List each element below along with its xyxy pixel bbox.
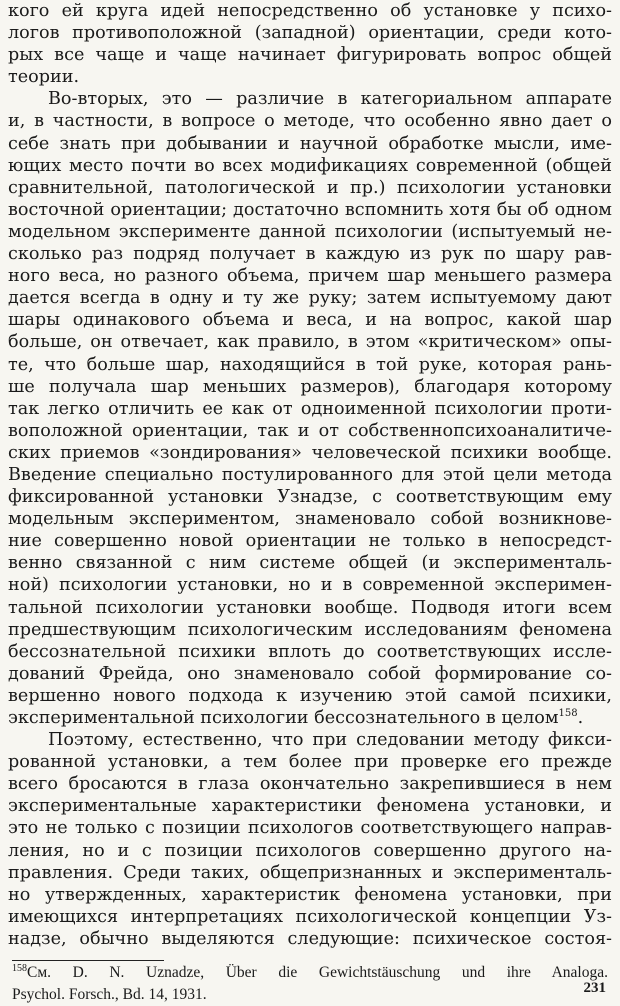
text-line-with-footnote-ref — [8, 707, 612, 729]
text-line: модельным экспериментом, знаменовало собой возникнове- — [8, 509, 612, 530]
text-line: теории. — [8, 67, 80, 88]
page-number: 231 — [583, 980, 606, 996]
text-line: модельном эксперименте данной психологии (испытуемый не- — [8, 221, 612, 242]
text-line: так легко отличить ее как от одноименной психологии проти- — [8, 398, 612, 419]
text-line: ления, но и с позиции психологов совершенно другого на- — [8, 840, 612, 861]
footnote-reference[interactable]: 158 — [558, 708, 578, 720]
text-line: бессознательной психики вплоть до соответствующих иссле- — [8, 641, 612, 662]
text-line: вершенно нового подхода к изучению этой самой психики, — [8, 685, 612, 706]
text-line: Введение специально постулированного для этой цели метода — [8, 464, 612, 485]
text-line: дований Фрейда, оно знаменовало собой формирование со- — [8, 663, 612, 684]
footnote-number: 158 — [12, 962, 27, 974]
text-line: ной) психологии установки, но и в современной эксперимен- — [8, 575, 612, 596]
text-line: имеющихся интерпретациях психологической концепции Уз- — [8, 906, 612, 927]
text-line: и, в частности, в вопросе о методе, что особенно явно дает о — [8, 111, 612, 132]
text-line: те, что больше шар, находящийся в той руке, которая рань- — [8, 354, 612, 375]
footnote — [12, 962, 608, 1006]
text-line: правления. Среди таких, общепризнанных и эксперименталь- — [8, 862, 612, 883]
text-line: дается всегда в одну и ту же руку; затем испытуемому дают — [8, 288, 612, 309]
footnote-text: См. D. N. Uznadze, Über die Gewichtstäuschung und ihre Analoga. — [27, 964, 608, 981]
paragraph-start-line: Поэтому, естественно, что при следовании методу фикси- — [48, 730, 612, 751]
text-line: воположной ориентации, так и от собственнопсихоаналитиче- — [8, 420, 612, 441]
text-line: ских приемов «зондирования» человеческой психики вообще. — [8, 442, 612, 463]
text-line-content: экспериментальной психологии бессознательного в целом — [8, 708, 559, 728]
text-line: ющих место почти во всех модификациях современной (общей — [8, 155, 612, 176]
text-line: фиксированной установки Узнадзе, с соответствующим ему — [8, 487, 612, 508]
text-line: венно связанной с ним системе общей (и эксперименталь- — [8, 553, 612, 574]
text-line: всего бросаются в глаза окончательно закрепившиеся в нем — [8, 774, 612, 795]
footnote-line — [12, 962, 608, 984]
text-line: это не только с позиции психологов соответствующего направ- — [8, 818, 612, 839]
text-line: себе знать при добывании и научной обработке мысли, име- — [8, 133, 612, 154]
text-line: но утвержденных, характеристик феномена установки, при — [8, 884, 612, 905]
footnote-divider — [12, 960, 164, 961]
text-line: тальной психологии установки вообще. Подводя итоги всем — [8, 597, 612, 618]
text-line: ше получала шар меньших размеров), благодаря которому — [8, 376, 612, 397]
book-page — [8, 0, 612, 1006]
footnote-line: Psychol. Forsch., Bd. 14, 1931. — [12, 986, 207, 1003]
text-line: ние совершенно новой ориентации не только в непосредст- — [8, 531, 612, 552]
text-line: сколько раз подряд получает в каждую из рук по шару рав- — [8, 244, 612, 265]
body-text — [8, 0, 612, 950]
text-line: рых все чаще и чаще начинает фигурировать вопрос общей — [8, 45, 612, 66]
text-line: надзе, обычно выделяются следующие: психическое состоя- — [8, 928, 612, 949]
text-line: рованной установки, а тем более при проверке его прежде — [8, 752, 612, 773]
text-line: восточной ориентации; достаточно вспомнить хотя бы об одном — [8, 199, 612, 220]
text-line: больше, он отвечает, как правило, в этом «критическом» опы- — [8, 332, 612, 353]
text-line: ного веса, но разного объема, причем шар меньшего размера — [8, 266, 612, 287]
text-line: сравнительной, патологической и пр.) психологии установки — [8, 177, 612, 198]
text-line: шары одинакового объема и веса, и на вопрос, какой шар — [8, 310, 612, 331]
text-line: кого ей круга идей непосредственно об установке у психо- — [8, 1, 612, 21]
text-line: экспериментальные характеристики феномена установки, и — [8, 796, 612, 817]
text-line: логов противоположной (западной) ориентации, среди кото- — [8, 23, 612, 44]
paragraph-start-line: Во-вторых, это — различие в категориальном аппарате — [48, 89, 612, 110]
sentence-end: . — [577, 708, 584, 728]
text-line: предшествующим психологическим исследованиям феномена — [8, 619, 612, 640]
